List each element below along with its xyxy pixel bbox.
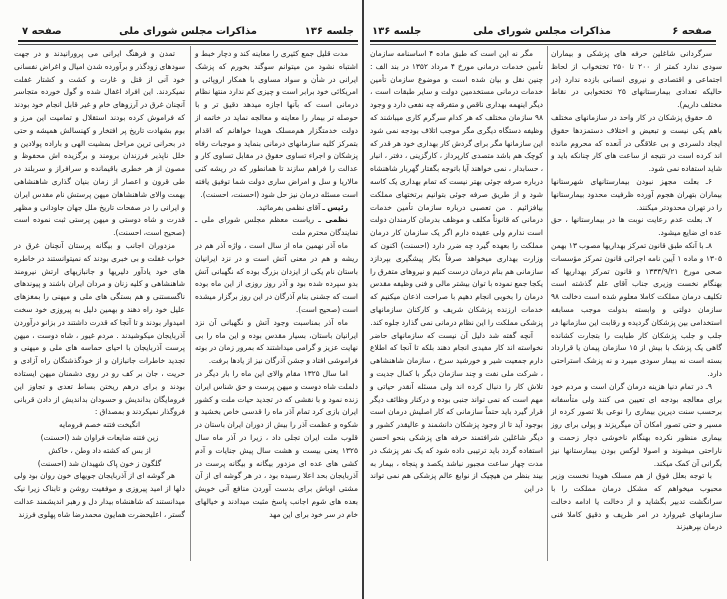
paragraph: ۹ـ در تمام دنیا هزینه درمان گران است و مردم خود برای معالجه بودجه ای تعیین می کنند ولی متأسفانه برحسب سنت دیرین بیماری را نوعی بلا تصور کرده از مسیر و حتی تصور امکان آن میگریزند و پولی برای روز بیماری منظور نکرده بهنگام ناخوشی دچار زحمت و ناراحتی میشوند و اصولا لوکس بودن بیمارستانها نیز بگرانی آن کمک میکند. <box>551 381 722 468</box>
speaker-line <box>195 202 358 215</box>
page-number: صفحه ۶ <box>672 26 712 37</box>
text-column-left <box>370 48 543 496</box>
text-column-left <box>14 48 185 521</box>
paragraph: مزدوران اجانب و بیگانه پرستان آنچنان غرق در خواب غفلت و بی خبری بودند که نمیتوانستند در خاطره های خود یادآور دلیریها و جانبازیهای ارتش نیرومند شاهنشاهی و کلیه زنان و مردان ایران باشند و پیوندهای ناگسستنی و هم بستگی های ملی و میهنی را بمغزهای علیل خود راه دهند و بهمین دلیل به پیروزی خود سخت امیدوار بودند و تا آنجا که قدرت داشتند در بزانو درآوردن آذربایجان میکوشیدند . مردم غیور ، شاه دوست ، میهن پرست آذربایجان با احیای حماسه های ملی و میهنی و تجدید خاطرات جانبازان و از خودگذشتگان راه آزادی و حریت ، جان بر کف رو در روی دشمنان میهن ایستاده بودند و برای درهم ریختن بساط تعدی و تجاوز این فرومایگان بداندیش و حسودان بداندیش از دادن قربانی فروگذار نمیکردند و بمصداق : <box>14 240 185 417</box>
speaker-text: آقای نظمی بفرمائید. <box>256 202 323 212</box>
speaker-name: رئیس ـ <box>322 202 348 212</box>
paragraph: هر گوشه ای از آذربایجان جویهای خون روان بود ولی دلها از امید پیروزی و موفقیت روشن و تابناک زیرا نیک میدانستند که شاهنشاه بیدار دل و رهبر اندیشمند عدالت گستر ، اعلیحضرت همایون محمدرضا شاه پهلوی فرزند <box>14 471 185 519</box>
paragraph: با توجه بعلل فوق از هم مسلک هویدا نخست وزیر محبوب میخواهم که مشکل درمان مملکت را با سرانگشت تدبیر بگشاید و از دخالت یا ادامه دخالت سازمانهای غیروارد در امر ظریف و دقیق کاملا فنی درمان بپرهیزند <box>551 471 722 532</box>
page-number: صفحه ۷ <box>22 26 62 37</box>
paragraph: مگر نه این است که طبق ماده ۴ اساسنامه سازمان تأمین خدمات درمانی مورخ ۴ مرداد ۱۳۵۲ در بند الف : چنین نقل و بیان شده است و موضوع سازمان تأمین خدمات درمانی مستخدمین دولت و سایر طبقات است ، دیگر اینهمه بهداری ناقص و متفرقه چه نفعی دارد و وجود ۹۸ سازمان مختلف که هر کدام سرگرم کاری میباشند که وظیفه دستگاه دیگری مگر موجب اتلاف بودجه نمی شود این سازمانها مگر برای گردش کار بهداری خود هر قدر که کوچک هم باشد متصدی کارپرداز ، کارگزینی ، دفتر ، انبار ، حسابدار ، نمی خواهند آیا باتوجه بگفتار گهربار شاهنشاه درباره صرفه جوئی بهتر نیست که تمام بهداری یک کاسه شود و از طریق صرفه جوئی بتوانیم برتختهای مملکت بیافزائیم . من تعصبی درباره سازمان تأمین خدمات درمانی که قانوناً مکلف و موظف بدرمان کارمندان دولت است ندارم ولی عقیده دارم اگر یک سازمان کار درمان مملکت را بعهده گیرد چه ضرر دارد (احسنت) اکنون که وزارت بهداری میخواهد صرفاً بکار پیشگیری بپردازد سازمانی هم بنام درمان درست کنیم و نیروهای متفرق را یکجا جمع نموده با توان بیشتر مالی و فنی وظیفه مقدس درمان را بخوبی انجام دهیم با صراحت اذعان میکنیم که خدمات ارزنده پزشکان شریف و کارکنان سازمانهای پزشکی مملکت را این نظام درمانی نمی گذارد جلوه کند. <box>370 49 543 327</box>
session-number: جلسه ۱۳۶ <box>372 26 422 37</box>
paragraph: ۸ـ با آنکه طبق قانون تمرکز بهداریها مصوب ۱۳ بهمن ۱۳۰۵ و ماده ۱ آیین نامه اجرائی قانون تمرکز مؤسسات صحی مورخ ۱۳۳۳/۹/۲۱ و قانون تمرکز بهداریها که بهنگام نخست وزیری جناب آقای علم گذشته است تکلیف درمان مملکت کاملا معلوم شده است دخالت ۹۸ سازمان دولتی و وابسته بدولت موجب مسابقه استخدامی بین پزشکان گردیده و رقابت این سازمانها در جلب و جلب پزشکان کار طبابت را بتجارت کشانده گاهی یک پزشک با بیش از ۱۵ سازمان پیمان یا قرارداد بسته است نه بیمار سودی میبرد و نه پزشک استراحتی دارد. <box>551 240 723 378</box>
paragraph: سرگردانی شاغلین حرفه های پزشکی و بیماران سودی ندارد کمتر از ۲۰۰ تا ۲۵۰ تختخواب از لحاظ اجتماعی و اقتصادی و نیروی انسانی بازده ندارد (در حالیکه تعدادی بیمارستانهای ۲۵ تختخوابی در نقاط مختلف داریم). <box>551 49 722 110</box>
verse-line: گلگون ز خون پاک شهیدان شد (احسنت) <box>37 458 162 468</box>
speaker-name: نظمی ـ <box>318 215 348 225</box>
column-divider <box>547 46 548 561</box>
verse-line: از بس که کشته داد وطن ، خاکش <box>48 445 151 455</box>
text-column-right <box>551 48 722 534</box>
paragraph: ماه آذر بمناسبت وجود آتش و نگهبانی آن نزد ایرانیان باستان، بسیار مقدس بوده و این ماه را بی نهایت عزیز و گرامی میداشتند که بمرور زمان در بوته فراموشی افتاد و جشن آذرگان نیز از یادها برفت. <box>195 317 358 366</box>
verse-line: زین فتنه ضایعات فراوان شد (احسنت) <box>40 432 159 442</box>
header-rule <box>18 40 358 42</box>
speaker-text: ریاست معظم مجلس شورای ملی ـ نمایندگان محترم ملت <box>195 215 358 238</box>
session-number: جلسه ۱۳۶ <box>304 26 354 37</box>
paragraph: آنچه گفته شد دلیل آن نیست که سازمانهای حاضر نخواسته اند کار مفیدی انجام دهند بلکه تا آنجا که اطلاع دارم جمعیت شیر و خورشید سرخ ، سازمان شاهنشاهی ، شرکت ملی نفت و چند سازمان دیگر با کمال جدیت و تلاش کار را دنبال کرده اند ولی مسئله آنقدر حیاتی و مهم است که نمی تواند جنبی بوده و درکنار وظائف دیگر قرار گیرد باید حتماً سازمانی که کار اصلیش درمان است بوجود آید تا از وجود پزشکان دانشمند و عالیقدر کشور و دیگر شاغلین شرافتمند حرفه های پزشکی بنحو احسن استفاده گردد باید ترتیبی داده شود که یک نفر پزشک در مدت چهار ساعت مجبور نباشد یکصد و پنجاه ، بیمار به بیند بنظر من هیچیک از نوابغ عالم پزشکی هم نمی تواند در این <box>370 330 543 494</box>
paragraph: مدت قلیل جمع کثیری را معاینه کند و دچار خبط و اشتباه نشود من میتوانم سوگند بخورم که پزشک ایرانی در شأن و سواد مساوی با همکار اروپائی و امریکائی خود برابر است و چیزی کم ندارد منتها نظام درمانی است که بآنها اجازه میدهد دقیق تر و با حوصله تر بیمار را معاینه و معالجه نماید در خاتمه از دولت خدمتگزار هم‌مسلک هویدا خواهانم که اقدام بتمرکز کلیه سازمانهای درمانی بنماید و موجبات رفاه پزشکان و اجراء تساوی حقوق در مقابل تساوی کار و عدالت را فراهم سازند تا همانطور که در ریشه کنی مالاریا و سل و امراض ساری دولت شما توفیق یافته است مسئله درمان نیز حل شود (احسنت، احسنت). <box>195 49 358 199</box>
running-title: مذاکرات مجلس شورای ملی <box>119 26 257 37</box>
paragraph: اما سال ۱۳۲۵ مقام والای این ماه را بار دیگر در دلملت شاه دوست و میهن پرست و حق شناس ایران زنده نمود و با نقشی که در تجدید حیات ملت و کشور ایران بازی کرد تمام آذر ماه را قدسی خاص بخشید و شکوه و عظمت آذر را بیش از دوران ایران باستان در قلوب ملت ایران تجلی داد ، زیرا در آذر ماه سال ۱۳۲۵ یعنی بیست و هشت سال پیش جنایات و آدم کشی های عده ای مزدور بیگانه و بیگانه پرست در آذربایجان بحد اعلا رسیده بود ، در هر گوشه ای از آن مشتی اوباش برای بدست آوردن منافع آنی خویش بعده های شوم اجانب پاسخ مثبت میدادند و خیالهای خام در سر خود برای این مهد <box>195 368 358 519</box>
column-divider <box>190 46 191 561</box>
running-title: مذاکرات مجلس شورای ملی <box>473 26 611 37</box>
paragraph: تمدن و فرهنگ ایرانی می پرورانیدند و در جهت سودهای زودگذر و برآورده شدن امیال و اغراض نفسانی خود آنی از قتل و غارت و کشت و کشتار غفلت نمیکردند. این افراد اغفال شده و گول خورده متجاسر آنچنان غرق در آرزوهای خام و غیر قابل انجام خود بودند که فراموش کرده بودند استقلال و تمامیت این مرز و بوم بشهادت تاریخ پر افتخار و کهنسالش همیشه و حتی در بحرانی ترین مراحل بمشیت الهی و باراده پولادین و خلل ناپذیر فرزندان برومند و برگزیده اش محفوظ و مصون از هر خطری باقیمانده و سرافراز و سربلند در طی قرون و اعصار از زمان بنیان گذاری شاهنشاهی بهمت والای شاهنشاهان میهن پرستش نام مقدس ایران و ایرانی را در صفحات تاریخ ملل جهان جاودانی و مظهر قدرت و شاه دوستی و میهن پرستی ثبت نموده است (صحیح است، احسنت). <box>14 49 185 238</box>
paragraph: ۷ـ بعلت عدم رعایت نوبت ها در بیمارستانها ، حق عده ای ضایع میشود. <box>551 215 722 238</box>
page-6 <box>364 0 727 599</box>
text-column-right <box>195 48 358 521</box>
page-header <box>372 24 712 40</box>
verse-line: انگیخت فتنه خصم فرومایه <box>58 420 141 430</box>
speaker-line <box>195 214 358 240</box>
page-header <box>22 24 354 40</box>
header-rule <box>370 40 716 42</box>
paragraph: ۵ـ حقوق پزشکان در کار واحد در سازمانهای مختلف باهم یکی نیست و تبعیض و اختلاف دستمزدها حقوق ایجاد دلسردی و بی علاقگی در آنعده که محروم مانده اند کرده است در نتیجه از ساعت های کار چنانکه باید و شاید استفاده نمی شود. <box>551 112 722 174</box>
paragraph: ماه آذر نهمین ماه از سال است ، واژه آذر هم در ریشه و هم در معنی آتش است و در نزد ایرانیان باستان نام یکی از ایزدان بزرگ بوده که نگهبانی آتش بدو سپرده شده بود و آذر روز روزی از این ماه بوده است که جشنی بنام آذرگان در این روز برگزار میشده است (صحیح است). <box>195 240 358 314</box>
paragraph: ۶ـ بعلت مجهز نبودن بیمارستانهای شهرستانها بیماران بتهران هجوم آورده ظرفیت محدود بیمارستانها را در تهران محدودتر میکنند. <box>551 176 722 212</box>
